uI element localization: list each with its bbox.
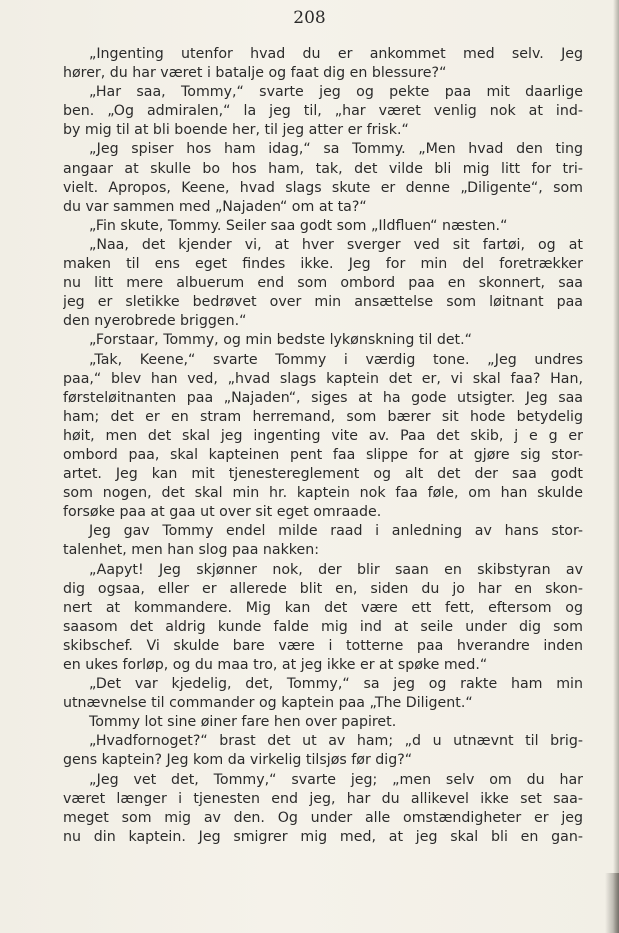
- text-line: jeg er sletikke bedrøvet over min ansættelse som løitnant paa: [63, 294, 583, 311]
- text-line: „Det var kjedelig, det, Tommy,“ sa jeg og rakte ham min: [89, 676, 583, 693]
- text-line: angaar at skulle bo hos ham, tak, det vilde bli mig litt for tri-: [63, 160, 583, 177]
- text-line: nu din kaptein. Jeg smigrer mig med, at jeg skal bli en gan-: [63, 828, 583, 845]
- text-line: „Naa, det kjender vi, at hver sverger ved sit fartøi, og at: [89, 236, 583, 253]
- text-line: du var sammen med „Najaden“ om at ta?“: [63, 198, 367, 215]
- page-number: 208: [293, 8, 326, 28]
- text-line: ham; det er en stram herremand, som bærer sit hode betydelig: [63, 408, 583, 425]
- text-line: høit, men det skal jeg ingenting vite av. Paa det skib, j e g er: [63, 427, 583, 444]
- text-line: „Jeg spiser hos ham idag,“ sa Tommy. „Men hvad den ting: [89, 141, 583, 158]
- text-line: været længer i tjenesten end jeg, har du allikevel ikke set saa-: [63, 790, 583, 807]
- text-line: gens kaptein? Jeg kom da virkelig tilsjøs før dig?“: [63, 752, 413, 769]
- text-line: ombord paa, skal kapteinen pent faa slippe for at gjøre sig stor-: [63, 446, 583, 463]
- text-line: „Har saa, Tommy,“ svarte jeg og pekte paa mit daarlige: [89, 84, 583, 101]
- text-line: maken til ens eget findes ikke. Jeg for min del foretrækker: [63, 256, 583, 273]
- text-line: „Tak, Keene,“ svarte Tommy i værdig tone. „Jeg undres: [89, 351, 583, 368]
- body-text: [63, 45, 583, 847]
- text-line: „Aapyt! Jeg skjønner nok, der blir saan en skibstyran av: [89, 561, 583, 578]
- text-line: den nyerobrede briggen.“: [63, 313, 247, 330]
- text-line: dig ogsaa, eller er allerede blit en, siden du jo har en skon-: [63, 580, 583, 597]
- text-line: „Jeg vet det, Tommy,“ svarte jeg; „men selv om du har: [89, 771, 583, 788]
- text-line: paa,“ blev han ved, „hvad slags kaptein det er, vi skal faa? Han,: [63, 370, 583, 387]
- text-line: Jeg gav Tommy endel milde raad i anledning av hans stor-: [89, 523, 583, 540]
- text-line: talenhet, men han slog paa nakken:: [63, 542, 320, 559]
- text-line: „Ingenting utenfor hvad du er ankommet med selv. Jeg: [89, 46, 583, 62]
- text-line: ben. „Og admiralen,“ la jeg til, „har været venlig nok at ind-: [63, 103, 583, 120]
- text-line: by mig til at bli boende her, til jeg atter er frisk.“: [63, 122, 409, 139]
- text-line: hører, du har været i batalje og faat dig en blessure?“: [63, 65, 447, 82]
- text-line: „Hvadfornoget?“ brast det ut av ham; „d u utnævnt til brig-: [89, 733, 583, 750]
- page-corner-shadow: [605, 873, 619, 933]
- text-line: artet. Jeg kan mit tjenestereglement og alt det der saa godt: [63, 466, 583, 483]
- text-line: en ukes forløp, og du maa tro, at jeg ikke er at spøke med.“: [63, 657, 488, 673]
- text-line: skibschef. Vi skulde bare være i totterne paa hverandre inden: [63, 637, 583, 654]
- text-line: førsteløitnanten paa „Najaden“, siges at ha gode utsigter. Jeg saa: [63, 389, 583, 406]
- text-line: nert at kommandere. Mig kan det være ett fett, eftersom og: [63, 599, 583, 616]
- text-line: Tommy lot sine øiner fare hen over papiret.: [89, 714, 397, 731]
- text-line: „Forstaar, Tommy, og min bedste lykønskning til det.“: [89, 332, 472, 349]
- page-edge-shadow: [613, 0, 619, 933]
- text-line: saasom det aldrig kunde falde mig ind at seile under dig som: [63, 618, 583, 635]
- text-line: vielt. Apropos, Keene, hvad slags skute er denne „Diligente“, som: [63, 179, 583, 196]
- text-line: „Fin skute, Tommy. Seiler saa godt som „Ildfluen“ næsten.“: [89, 217, 508, 234]
- text-line: nu litt mere albuerum end som ombord paa en skonnert, saa: [63, 275, 583, 292]
- text-line: som nogen, det skal min hr. kaptein nok faa føle, om han skulde: [63, 485, 583, 502]
- text-line: forsøke paa at gaa ut over sit eget omraade.: [63, 504, 382, 521]
- text-line: meget som mig av den. Og under alle omstændigheter er jeg: [63, 809, 583, 826]
- text-line: utnævnelse til commander og kaptein paa „The Diligent.“: [63, 695, 473, 712]
